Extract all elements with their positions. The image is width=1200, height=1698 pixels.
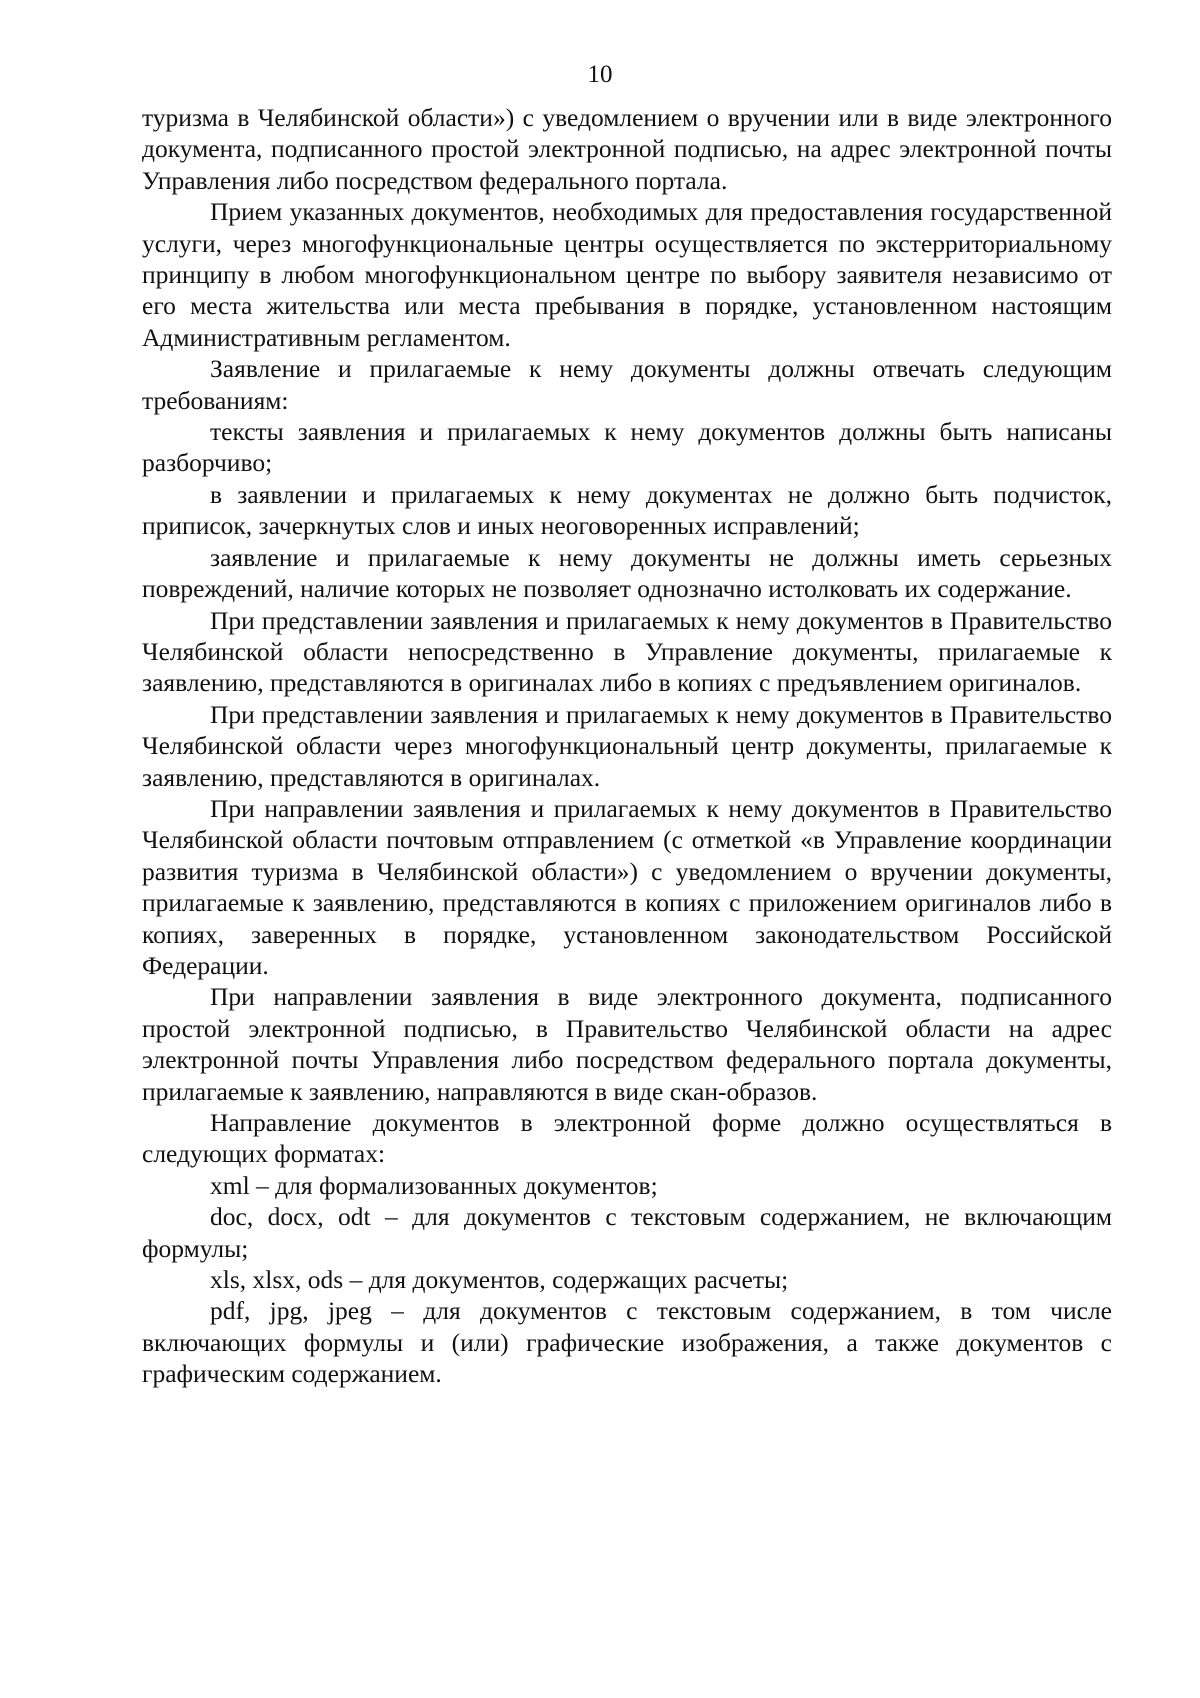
paragraph-mfc-reception: Прием указанных документов, необходимых для предоставления государственной услуги, через многофункциональные центры осуществляется по экстерриториальному принципу в любом многофункциональном центре по выбору заявителя независимо от его места жительства или места пребывания в порядке, установленном настоящим Административным регламентом. <box>142 197 1112 352</box>
paragraph-format-pdf: pdf, jpg, jpeg – для документов с текстовым содержанием, в том числе включающих формулы и (или) графические изображения, а также документов с графическим содержанием. <box>142 1296 1112 1389</box>
paragraph-electronic-submission: При направлении заявления в виде электронного документа, подписанного простой электронной подписью, в Правительство Челябинской области на адрес электронной почты Управления либо посредством федерального портала документы, прилагаемые к заявлению, направляются в виде скан-образов. <box>142 982 1112 1106</box>
paragraph-direct-submission: При представлении заявления и прилагаемых к нему документов в Правительство Челябинской области непосредственно в Управление документы, прилагаемые к заявлению, представляются в оригиналах либо в копиях с предъявлением оригиналов. <box>142 605 1112 698</box>
paragraph-formats-intro: Направление документов в электронной форме должно осуществляться в следующих форматах: <box>142 1108 1112 1169</box>
paragraph-requirement-legible: тексты заявления и прилагаемых к нему документов должны быть написаны разборчиво; <box>142 417 1112 478</box>
paragraph-format-xls: xls, xlsx, ods – для документов, содержащих расчеты; <box>210 1265 789 1295</box>
paragraph-format-xml: xml – для формализованных документов; <box>210 1170 658 1200</box>
paragraph-continuation: туризма в Челябинской области») с уведомлением о вручении или в виде электронного документа, подписанного простой электронной подписью, на адрес электронной почты Управления либо посредством федерального портала. <box>142 103 1112 195</box>
paragraph-postal-submission: При направлении заявления и прилагаемых к нему документов в Правительство Челябинской области почтовым отправлением (с отметкой «в Управление координации развития туризма в Челябинской области») с уведомлением о вручении документы, прилагаемые к заявлению, представляются в копиях с приложением оригиналов либо в копиях, заверенных в порядке, установленном законодательством Российской Федерации. <box>142 793 1112 980</box>
paragraph-format-doc: doc, docx, odt – для документов с текстовым содержанием, не включающим формулы; <box>142 1202 1112 1263</box>
paragraph-mfc-submission: При представлении заявления и прилагаемых к нему документов в Правительство Челябинской области через многофункциональный центр документы, прилагаемые к заявлению, представляются в оригиналах. <box>142 699 1112 792</box>
paragraph-requirement-no-corrections: в заявлении и прилагаемых к нему документах не должно быть подчисток, приписок, зачеркнутых слов и иных неоговоренных исправлений; <box>142 479 1112 541</box>
paragraph-requirement-no-damage: заявление и прилагаемые к нему документы не должны иметь серьезных повреждений, наличие которых не позволяет однозначно истолковать их содержание. <box>142 542 1112 604</box>
paragraph-requirements-intro: Заявление и прилагаемые к нему документы должны отвечать следующим требованиям: <box>142 354 1112 415</box>
page-number: 10 <box>587 61 613 88</box>
document-body <box>142 102 1112 1390</box>
